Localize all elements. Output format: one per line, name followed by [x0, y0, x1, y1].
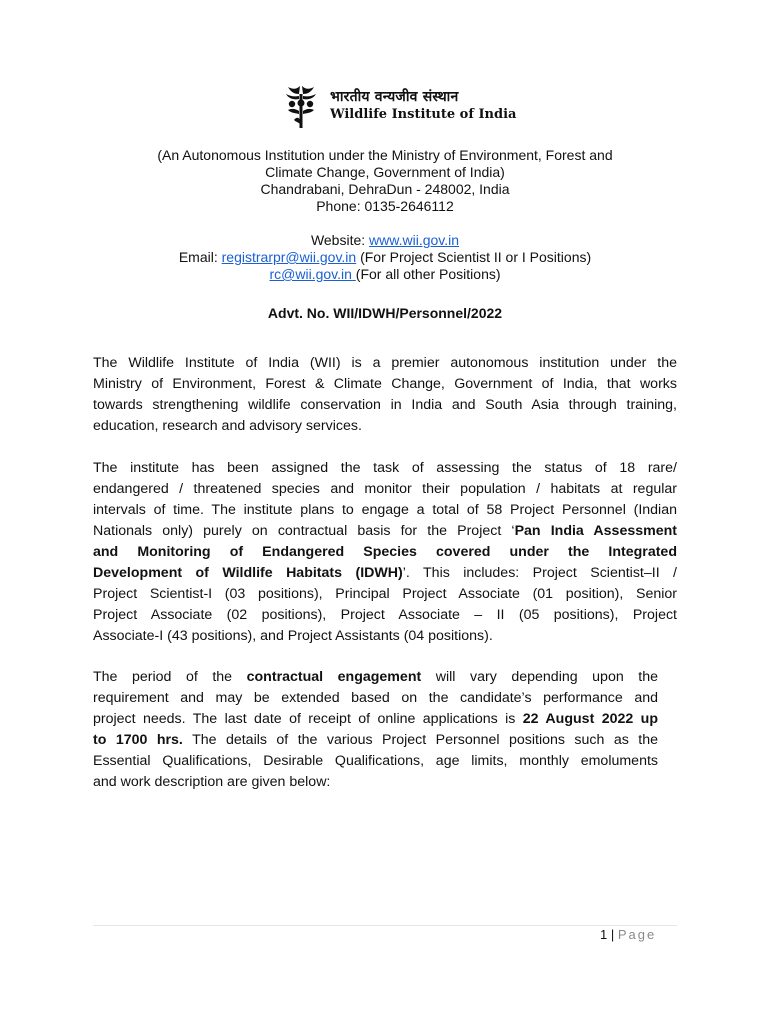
para1-line: towards strengthening wildlife conservation in India and South Asia through training,	[93, 397, 677, 413]
project-title-part: Development of Wildlife Habitats (IDWH)	[93, 565, 403, 581]
header-line-1: (An Autonomous Institution under the Ministry of Environment, Forest and	[157, 147, 613, 163]
contact-block	[60, 232, 710, 283]
page-number: 1	[600, 927, 608, 942]
paragraph-engagement	[93, 667, 658, 793]
para3-text: project needs. The last date of receipt of online applications is	[93, 711, 523, 727]
para3-line	[93, 709, 658, 730]
para2-line	[93, 542, 677, 563]
contractual-engagement-bold: contractual engagement	[246, 669, 422, 685]
project-title-part: Pan India Assessment	[514, 523, 678, 539]
para3-line: Essential Qualifications, Desirable Qualifications, age limits, monthly emoluments	[93, 753, 658, 769]
para2-line: Project Scientist-I (03 positions), Principal Project Associate (01 position), Senior	[93, 586, 677, 602]
header-line-3: Chandrabani, DehraDun - 248002, India	[260, 181, 510, 197]
footer-separator: |	[610, 927, 615, 942]
deadline-time-bold: to 1700 hrs.	[93, 732, 183, 748]
email-label: Email:	[178, 249, 222, 265]
para3-text: will vary depending upon the	[421, 669, 658, 685]
para2-line	[93, 521, 677, 542]
footer-divider	[93, 925, 677, 926]
paragraph-intro	[93, 353, 677, 437]
page-footer	[600, 927, 680, 942]
para3-line	[93, 730, 658, 751]
wii-logo	[278, 84, 517, 130]
logo-hindi-text: भारतीय वन्यजीव संस्थान	[330, 89, 459, 105]
website-label: Website:	[310, 232, 370, 248]
para2-line: endangered / threatened species and monitor their population / habitats at regular	[93, 481, 677, 497]
header-line-2: Climate Change, Government of India)	[265, 164, 505, 180]
para1-line: education, research and advisory services.	[93, 418, 362, 434]
website-line	[60, 232, 710, 249]
para1-line: Ministry of Environment, Forest & Climate Change, Government of India, that works	[93, 376, 677, 392]
email2-note: (For all other Positions)	[355, 266, 501, 282]
para3-line: requirement and may be extended based on the candidate’s performance and	[93, 690, 658, 706]
project-title-part: and Monitoring of Endangered Species covered under the Integrated	[93, 544, 677, 560]
email-rc-link[interactable]: rc@wii.gov.in	[269, 266, 356, 282]
para3-line	[93, 667, 658, 688]
para2-text: ’. This includes: Project Scientist–II /	[402, 565, 677, 581]
para1-line: The Wildlife Institute of India (WII) is a premier autonomous institution under the	[93, 355, 677, 371]
paragraph-assignment	[93, 458, 677, 647]
advertisement-number: Advt. No. WII/IDWH/Personnel/2022	[267, 305, 503, 321]
address-block	[60, 147, 710, 215]
deadline-bold: 22 August 2022 up	[522, 711, 658, 727]
para2-line	[93, 563, 677, 584]
para2-line: intervals of time. The institute plans to engage a total of 58 Project Personnel (Indian	[93, 502, 677, 518]
wii-emblem-icon	[278, 84, 324, 130]
logo-english-text: Wildlife Institute of India	[330, 107, 517, 122]
email-registrar-link[interactable]: registrarpr@wii.gov.in	[221, 249, 357, 265]
para2-line: Project Associate (02 positions), Project Associate – II (05 positions), Project	[93, 607, 677, 623]
email1-note: (For Project Scientist II or I Positions)	[356, 249, 592, 265]
para2-line: Associate-I (43 positions), and Project Assistants (04 positions).	[93, 628, 493, 644]
header-line-4: Phone: 0135-2646112	[316, 198, 454, 214]
para2-line: The institute has been assigned the task of assessing the status of 18 rare/	[93, 460, 677, 476]
para3-text: The details of the various Project Personnel positions such as the	[182, 732, 659, 748]
email-line-2	[60, 266, 710, 283]
para3-text: The period of the	[93, 669, 247, 685]
para3-line: and work description are given below:	[93, 774, 331, 790]
page-label: Page	[617, 927, 657, 942]
email-line-1	[60, 249, 710, 266]
para2-text: Nationals only) purely on contractual basis for the Project ‘	[93, 523, 515, 539]
website-link[interactable]: www.wii.gov.in	[369, 232, 460, 248]
